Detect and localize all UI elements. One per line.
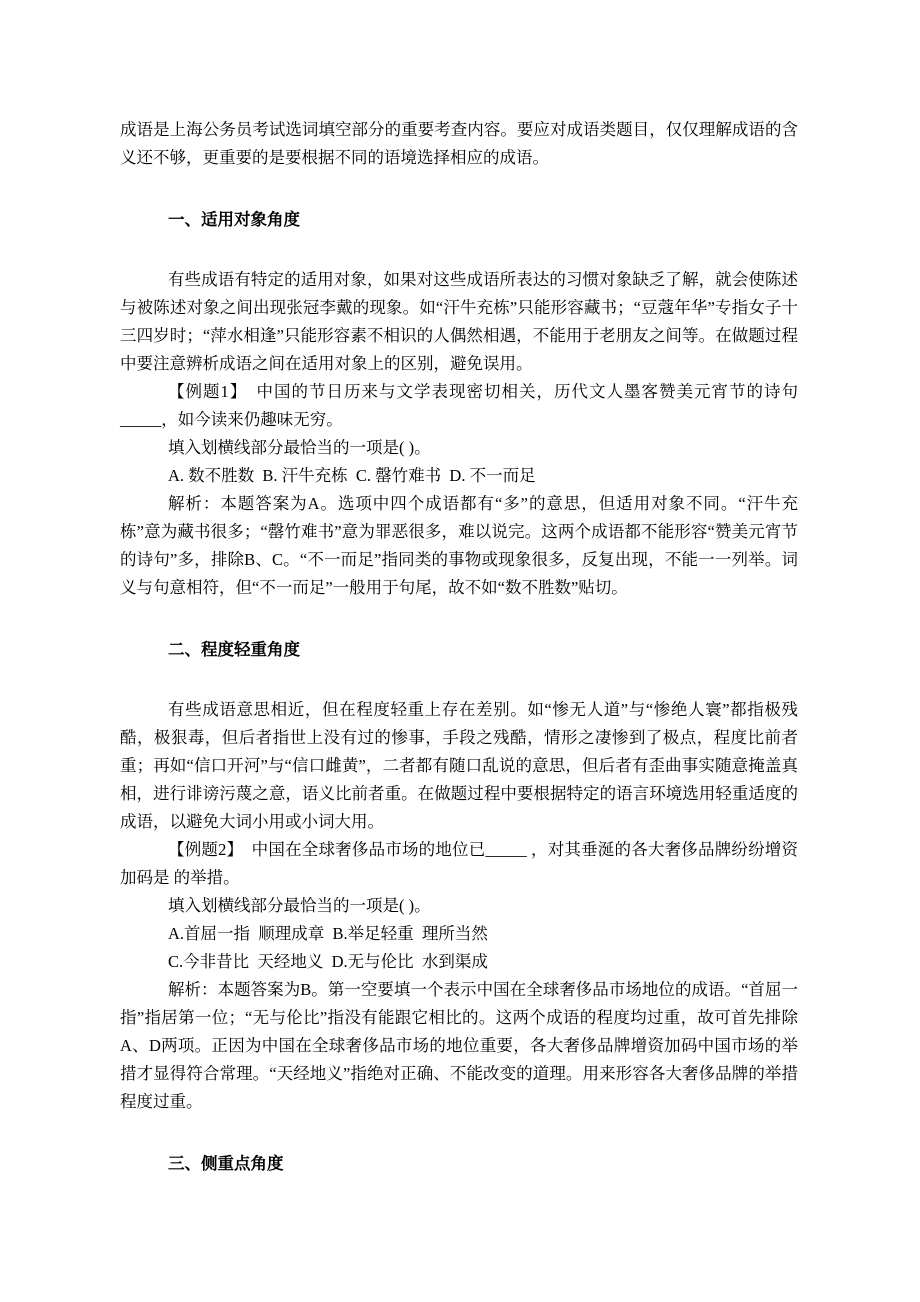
section1-options-line: A. 数不胜数 B. 汗牛充栋 C. 罄竹难书 D. 不一而足 [168, 466, 536, 485]
intro-paragraph: 成语是上海公务员考试选词填空部分的重要考查内容。要应对成语类题目，仅仅理解成语的含义还不够，更重要的是要根据不同的语境选择相应的成语。 [120, 120, 798, 167]
section1-body-paragraph: 有些成语有特定的适用对象，如果对这些成语所表达的习惯对象缺乏了解，就会使陈述与被陈述对象之间出现张冠李戴的现象。如“汗牛充栋”只能形容藏书；“豆蔻年华”专指女子十三四岁时；“萍水相逢”只能形容素不相识的人偶然相遇，不能用于老朋友之间等。在做题过程中要注意辨析成语之间在适用对象上的区别，避免误用。 [120, 270, 798, 373]
section2-example-paragraph: 【例题2】 中国在全球奢侈品市场的地位已_____ ，对其垂涎的各大奢侈品牌纷纷增资加码是 的举措。 [120, 840, 798, 887]
section1-example-paragraph: 【例题1】 中国的节日历来与文学表现密切相关，历代文人墨客赞美元宵节的诗句_____，如今读来仍趣味无穷。 [120, 382, 798, 429]
section1-question-prompt: 填入划横线部分最恰当的一项是( )。 [168, 438, 431, 457]
section1-heading: 一、适用对象角度 [168, 210, 300, 229]
section2-options-line-ab: A.首屈一指 顺理成章 B.举足轻重 理所当然 [168, 924, 488, 943]
section2-body-paragraph: 有些成语意思相近，但在程度轻重上存在差别。如“惨无人道”与“惨绝人寰”都指极残酷，极狠毒，但后者指世上没有过的惨事，手段之残酷，情形之凄惨到了极点，程度比前者重；再如“信口开河”与“信口雌黄”，二者都有随口乱说的意思，但后者有歪曲事实随意掩盖真相，进行诽谤污蔑之意，语义比前者重。在做题过程中要根据特定的语言环境选用轻重适度的成语，以避免大词小用或小词大用。 [120, 700, 798, 831]
section2-question-prompt: 填入划横线部分最恰当的一项是( )。 [168, 896, 431, 915]
section2-analysis-paragraph: 解析：本题答案为B。第一空要填一个表示中国在全球奢侈品市场地位的成语。“首屈一指”指居第一位；“无与伦比”指没有能跟它相比的。这两个成语的程度均过重，故可首先排除A、D两项。正因为中国在全球奢侈品市场的地位重要，各大奢侈品牌增资加码中国市场的举措才显得符合常理。“天经地义”指绝对正确、不能改变的道理。用来形容各大奢侈品牌的举措程度过重。 [120, 980, 798, 1111]
section2-options-line-cd: C.今非昔比 天经地义 D.无与伦比 水到渠成 [168, 952, 488, 971]
section2-heading: 二、程度轻重角度 [168, 640, 300, 659]
section1-analysis-paragraph: 解析：本题答案为A。选项中四个成语都有“多”的意思，但适用对象不同。“汗牛充栋”意为藏书很多；“罄竹难书”意为罪恶很多，难以说完。这两个成语都不能形容“赞美元宵节的诗句”多，排除B、C。“不一而足”指同类的事物或现象很多，反复出现，不能一一列举。词义与句意相符，但“不一而足”一般用于句尾，故不如“数不胜数”贴切。 [120, 494, 798, 597]
section3-heading: 三、侧重点角度 [168, 1154, 284, 1173]
